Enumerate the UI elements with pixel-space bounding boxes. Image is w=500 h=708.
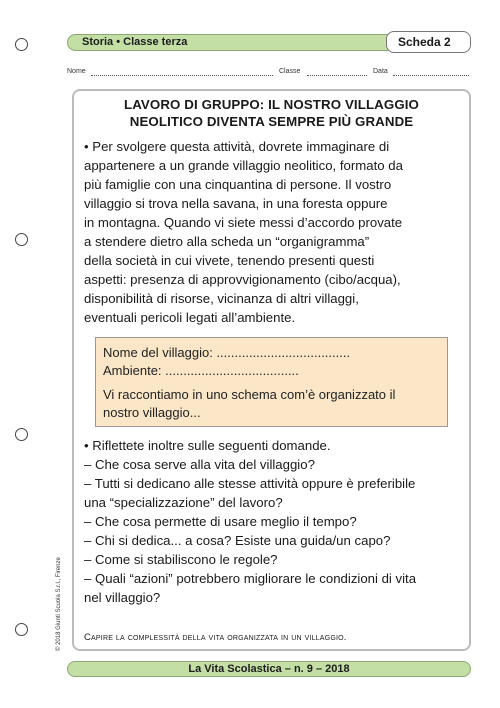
date-label: Data [373, 68, 388, 75]
question-item: nel villaggio? [84, 590, 161, 605]
question-item: una “specializzazione” del lavoro? [84, 495, 283, 510]
learning-objective: Capire la complessità della vita organizzata in un villaggio. [84, 632, 347, 643]
scheme-text: Vi raccontiamo in uno schema com’è organizzato il [103, 387, 396, 402]
magazine-footer: La Vita Scolastica – n. 9 – 2018 [188, 663, 350, 675]
scheme-text: nostro villaggio... [103, 405, 201, 420]
questions-heading: • Riflettete inoltre sulle seguenti domande. [84, 438, 331, 453]
title-line: NEOLITICO DIVENTA SEMPRE PIÙ GRANDE [129, 114, 414, 129]
question-item: – Che cosa serve alla vita del villaggio? [84, 457, 315, 472]
instruction-line: eventuali pericoli legati all’ambiente. [84, 310, 296, 325]
class-field[interactable] [307, 75, 367, 76]
instruction-line: aspetti: presenza di approvvigionamento (cibo/acqua), [84, 272, 401, 287]
instruction-line: appartenere a un grande villaggio neolitico, formato da [84, 158, 403, 173]
copyright-note: © 2018 Giunti Scuola S.r.l., Firenze [56, 557, 62, 651]
question-item: – Tutti si dedicano alle stesse attività oppure è preferibile [84, 476, 416, 491]
instruction-line: • Per svolgere questa attività, dovrete immaginare di [84, 139, 390, 154]
student-info-fields [67, 67, 471, 79]
worksheet-title [72, 96, 471, 130]
question-item: – Che cosa permette di usare meglio il tempo? [84, 514, 357, 529]
binder-hole-icon [15, 233, 28, 246]
name-label: Nome [67, 68, 86, 75]
title-line: LAVORO DI GRUPPO: IL NOSTRO VILLAGGIO [123, 97, 419, 112]
subject-label: Storia • Classe terza [82, 36, 188, 48]
environment-field[interactable]: Ambiente: ..................................... [103, 363, 299, 378]
binder-hole-icon [15, 428, 28, 441]
instruction-line: della società in cui vivete, tenendo presenti questi [84, 253, 375, 268]
instruction-line: a stendere dietro alla scheda un “organigramma” [84, 234, 370, 249]
question-item: – Quali “azioni” potrebbero migliorare le condizioni di vita [84, 571, 417, 586]
class-label: Classe [279, 68, 301, 75]
sheet-number: Scheda 2 [398, 35, 451, 49]
question-item: – Come si stabiliscono le regole? [84, 552, 278, 567]
instruction-line: in montagna. Quando vi siete messi d’accordo provate [84, 215, 403, 230]
date-field[interactable] [393, 75, 469, 76]
binder-hole-icon [15, 623, 28, 636]
question-item: – Chi si dedica... a cosa? Esiste una guida/un capo? [84, 533, 391, 548]
instruction-line: disponibilità di risorse, vicinanza di altri villaggi, [84, 291, 359, 306]
name-field[interactable] [91, 75, 273, 76]
instruction-line: villaggio si trova nella savana, in una foresta oppure [84, 196, 388, 211]
binder-hole-icon [15, 38, 28, 51]
instruction-line: più famiglie con una cinquantina di persone. Il vostro [84, 177, 392, 192]
village-name-field[interactable]: Nome del villaggio: ..................................... [103, 345, 351, 360]
